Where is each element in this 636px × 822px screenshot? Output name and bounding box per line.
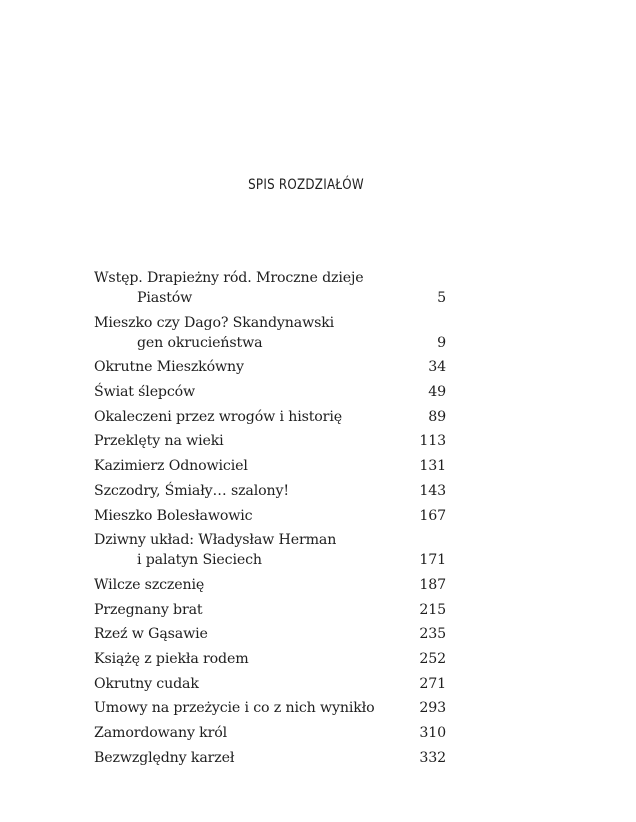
toc-entry-title: Umowy na przeżycie i co z nich wynikło [94, 700, 375, 717]
toc-entry-title: Książę z piekła rodem [94, 650, 249, 667]
toc-page-number: 252 [419, 650, 446, 667]
toc-entry-title: Rzeź w Gąsawie [94, 626, 208, 643]
toc-entry [94, 674, 446, 694]
toc-entry-title: Mieszko czy Dago? Skandynawski [94, 314, 335, 331]
toc-entry [94, 649, 446, 669]
toc-page-number: 167 [419, 507, 446, 524]
toc-entry [94, 456, 446, 476]
toc-page-number: 49 [428, 384, 446, 401]
toc-entry-title-continuation: i palatyn Sieciech [137, 552, 262, 569]
toc-entry [94, 748, 446, 768]
toc-page-number: 310 [419, 725, 446, 741]
toc-entry-title: Bezwzględny karzeł [94, 749, 235, 766]
toc-entry [94, 600, 446, 620]
toc-list [94, 268, 446, 772]
toc-page-number: 5 [437, 290, 446, 306]
toc-page-number: 293 [419, 700, 446, 717]
toc-page-number: 187 [419, 576, 446, 593]
toc-page-number: 332 [419, 749, 446, 766]
toc-entry [94, 431, 446, 451]
toc-entry-title: Kazimierz Odnowiciel [94, 458, 248, 475]
toc-page-number: 235 [419, 626, 446, 643]
toc-entry [94, 530, 446, 570]
toc-page-number: 89 [428, 408, 446, 425]
toc-page-number: 215 [419, 601, 446, 618]
toc-entry [94, 575, 446, 595]
toc-entry [94, 506, 446, 526]
toc-entry [94, 698, 446, 718]
toc-entry-title: Przeklęty na wieki [94, 433, 224, 450]
toc-entry-title: Dziwny układ: Władysław Herman [94, 532, 337, 549]
toc-entry [94, 357, 446, 377]
toc-page-number: 131 [419, 458, 446, 475]
toc-entry [94, 624, 446, 644]
toc-page-number: 171 [419, 552, 446, 569]
toc-entry [94, 313, 446, 353]
toc-entry-title: Okaleczeni przez wrogów i historię [94, 408, 342, 425]
toc-entry [94, 407, 446, 427]
toc-entry-title: Wstęp. Drapieżny ród. Mroczne dzieje [94, 270, 364, 286]
toc-entry [94, 723, 446, 743]
toc-page-number: 34 [428, 359, 446, 376]
toc-page-number: 9 [437, 334, 446, 351]
toc-entry [94, 481, 446, 501]
toc-entry-title: Mieszko Bolesławowic [94, 507, 253, 524]
toc-entry-title: Zamordowany król [94, 725, 228, 741]
toc-entry-title: Przegnany brat [94, 601, 203, 618]
toc-page-number: 113 [419, 433, 446, 450]
toc-entry [94, 268, 446, 308]
toc-page-number: 271 [419, 675, 446, 692]
toc-entry-title: Szczodry, Śmiały… szalony! [94, 482, 289, 499]
toc-entry-title-continuation: gen okrucieństwa [137, 334, 263, 351]
toc-entry-title: Wilcze szczenię [94, 576, 205, 593]
toc-entry-title: Okrutne Mieszkówny [94, 359, 244, 376]
toc-title: SPIS ROZDZIAŁÓW [248, 177, 364, 193]
toc-entry [94, 382, 446, 402]
toc-entry-title-continuation: Piastów [137, 290, 193, 306]
toc-page-number: 143 [419, 482, 446, 499]
toc-entry-title: Okrutny cudak [94, 675, 199, 692]
toc-entry-title: Świat ślepców [94, 384, 196, 401]
